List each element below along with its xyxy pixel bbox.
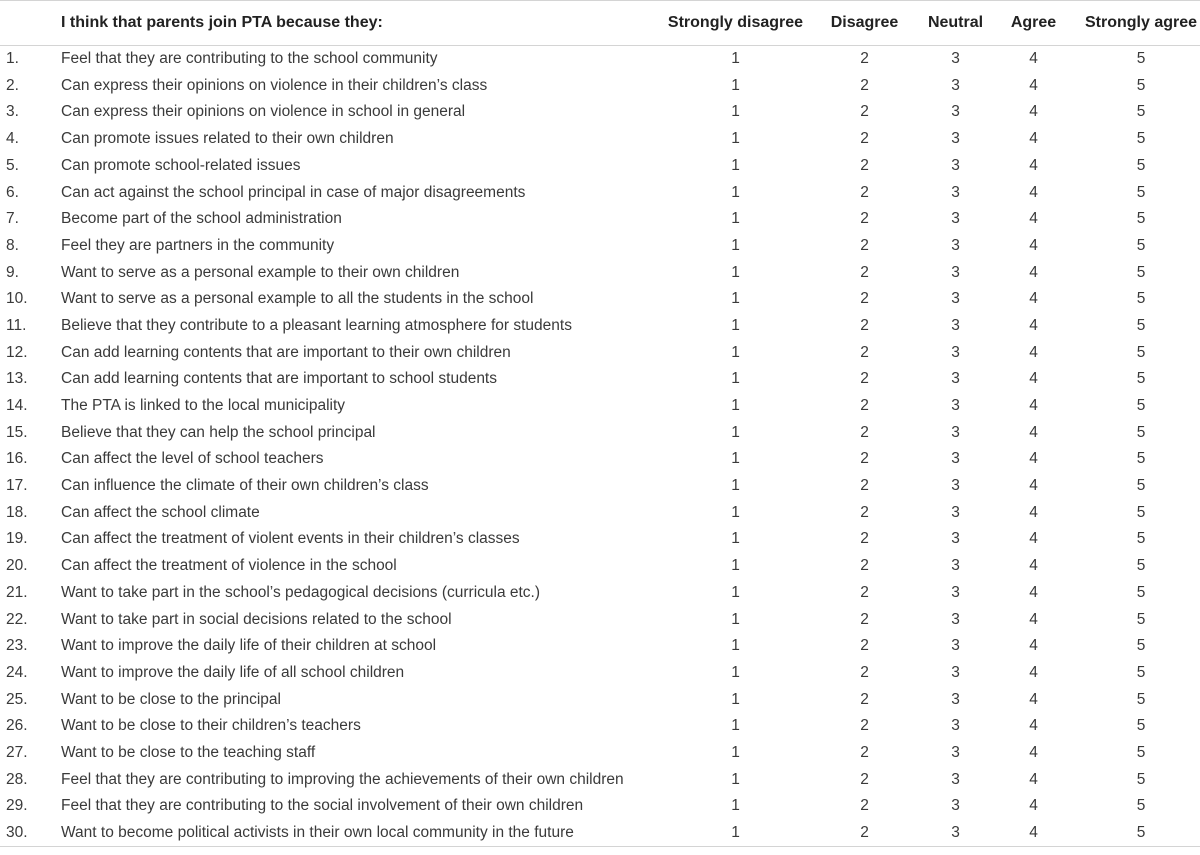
item-statement: Want to be close to the teaching staff [61,743,316,761]
rating-strongly-agree: 5 [1136,770,1146,788]
item-number: 12. [6,343,28,361]
header-neutral: Neutral [920,1,991,46]
rating-strongly-agree: 5 [1136,236,1146,254]
rating-agree: 4 [1029,610,1038,628]
rating-agree: 4 [1029,690,1038,708]
item-statement: Can promote issues related to their own children [61,130,394,148]
rating-disagree: 2 [860,583,869,601]
table-header [0,1,1200,46]
item-statement: Believe that they can help the school principal [61,423,376,441]
rating-strongly-disagree: 1 [731,103,740,121]
item-number: 26. [6,717,28,735]
rating-strongly-disagree: 1 [731,503,740,521]
rating-neutral: 3 [951,370,960,388]
rating-strongly-disagree: 1 [731,316,740,334]
header-agree: Agree [991,1,1076,46]
rating-agree: 4 [1029,156,1038,174]
table-row [0,126,1200,153]
rating-strongly-agree: 5 [1136,690,1146,708]
rating-disagree: 2 [860,290,869,308]
rating-strongly-disagree: 1 [731,477,740,495]
item-statement: Feel that they are contributing to improving the achievements of their own children [61,770,624,788]
item-number: 2. [6,76,19,94]
rating-strongly-disagree: 1 [662,819,809,846]
table-row [0,793,1200,820]
item-statement: Want to become political activists in their own local community in the future [61,819,662,846]
rating-neutral: 3 [951,450,960,468]
item-number: 7. [6,210,19,228]
table-row [0,633,1200,660]
rating-disagree: 2 [860,370,869,388]
rating-disagree: 2 [860,236,869,254]
item-statement: Can add learning contents that are important to their own children [61,343,511,361]
rating-strongly-disagree: 1 [731,370,740,388]
rating-strongly-disagree: 1 [731,397,740,415]
item-statement: Can affect the treatment of violence in the school [61,557,397,575]
rating-strongly-disagree: 1 [731,50,740,68]
table-row [0,312,1200,339]
rating-disagree: 2 [860,183,869,201]
rating-disagree: 2 [860,637,869,655]
item-statement: Feel that they are contributing to the school community [61,50,438,68]
rating-neutral: 3 [951,316,960,334]
rating-disagree: 2 [860,103,869,121]
rating-disagree: 2 [860,503,869,521]
rating-strongly-disagree: 1 [731,236,740,254]
table-row [0,366,1200,393]
rating-strongly-agree: 5 [1136,450,1146,468]
rating-strongly-disagree: 1 [731,797,740,815]
item-number: 21. [6,583,28,601]
rating-disagree: 2 [860,397,869,415]
rating-strongly-disagree: 1 [731,183,740,201]
rating-disagree: 2 [860,343,869,361]
rating-neutral: 3 [920,819,991,846]
item-number: 6. [6,183,19,201]
rating-disagree: 2 [860,76,869,94]
table-row [0,179,1200,206]
table-row [0,526,1200,553]
header-number [0,1,61,46]
rating-agree: 4 [1029,717,1038,735]
table-row [0,499,1200,526]
rating-neutral: 3 [951,797,960,815]
header-row [0,1,1200,46]
rating-disagree: 2 [860,316,869,334]
item-number: 19. [6,530,28,548]
rating-strongly-disagree: 1 [731,770,740,788]
rating-strongly-agree: 5 [1136,743,1146,761]
item-number: 20. [6,557,28,575]
table-row [0,232,1200,259]
rating-strongly-agree: 5 [1136,797,1146,815]
rating-disagree: 2 [860,610,869,628]
rating-strongly-agree: 5 [1136,210,1146,228]
rating-strongly-agree: 5 [1136,76,1146,94]
rating-strongly-agree: 5 [1136,557,1146,575]
rating-neutral: 3 [951,423,960,441]
rating-disagree: 2 [860,530,869,548]
rating-neutral: 3 [951,290,960,308]
header-strongly-disagree: Strongly disagree [662,1,809,46]
rating-agree: 4 [1029,50,1038,68]
item-statement: Can add learning contents that are important to school students [61,370,497,388]
rating-neutral: 3 [951,610,960,628]
rating-strongly-disagree: 1 [731,663,740,681]
rating-strongly-agree: 5 [1136,397,1146,415]
rating-neutral: 3 [951,156,960,174]
item-number: 11. [6,316,27,334]
table-row [0,392,1200,419]
rating-strongly-agree: 5 [1136,290,1146,308]
rating-agree: 4 [1029,103,1038,121]
rating-strongly-disagree: 1 [731,76,740,94]
rating-strongly-agree: 5 [1136,370,1146,388]
rating-strongly-disagree: 1 [731,290,740,308]
rating-neutral: 3 [951,103,960,121]
rating-strongly-agree: 5 [1136,583,1146,601]
item-statement: Can act against the school principal in case of major disagreements [61,183,526,201]
rating-strongly-agree: 5 [1136,423,1146,441]
rating-neutral: 3 [951,637,960,655]
rating-neutral: 3 [951,530,960,548]
rating-disagree: 2 [860,717,869,735]
rating-strongly-agree: 5 [1136,130,1146,148]
item-number: 27. [6,743,28,761]
rating-neutral: 3 [951,50,960,68]
rating-strongly-agree: 5 [1136,477,1146,495]
rating-agree: 4 [1029,663,1038,681]
table-row [0,99,1200,126]
rating-agree: 4 [1029,637,1038,655]
table-row [0,259,1200,286]
item-number: 16. [6,450,28,468]
rating-neutral: 3 [951,76,960,94]
rating-disagree: 2 [860,557,869,575]
item-statement: Want to serve as a personal example to all the students in the school [61,290,534,308]
rating-disagree: 2 [809,819,920,846]
item-statement: Feel they are partners in the community [61,236,335,254]
table-row [0,739,1200,766]
item-number: 29. [6,797,28,815]
rating-agree: 4 [1029,743,1038,761]
table-row [0,72,1200,99]
rating-disagree: 2 [860,770,869,788]
rating-agree: 4 [991,819,1076,846]
rating-strongly-disagree: 1 [731,743,740,761]
table-row [0,286,1200,313]
table-row [0,553,1200,580]
rating-strongly-agree: 5 [1136,717,1146,735]
rating-agree: 4 [1029,290,1038,308]
rating-strongly-disagree: 1 [731,610,740,628]
rating-agree: 4 [1029,530,1038,548]
header-statement: I think that parents join PTA because they: [61,1,662,46]
table-row [0,713,1200,740]
item-statement: Can influence the climate of their own children’s class [61,477,429,495]
rating-strongly-agree: 5 [1076,819,1200,846]
rating-neutral: 3 [951,557,960,575]
item-statement: Feel that they are contributing to the social involvement of their own children [61,797,584,815]
table-row [0,766,1200,793]
rating-strongly-agree: 5 [1136,610,1146,628]
rating-strongly-agree: 5 [1136,156,1146,174]
item-number: 1. [6,50,19,68]
rating-agree: 4 [1029,76,1038,94]
table-row [0,46,1200,73]
rating-neutral: 3 [951,690,960,708]
rating-disagree: 2 [860,663,869,681]
item-statement: Want to take part in social decisions related to the school [61,610,452,628]
rating-agree: 4 [1029,423,1038,441]
rating-strongly-agree: 5 [1136,663,1146,681]
item-statement: Want to be close to the principal [61,690,281,708]
rating-strongly-disagree: 1 [731,690,740,708]
rating-agree: 4 [1029,557,1038,575]
rating-agree: 4 [1029,450,1038,468]
rating-agree: 4 [1029,477,1038,495]
item-number: 17. [6,477,28,495]
rating-disagree: 2 [860,690,869,708]
rating-agree: 4 [1029,130,1038,148]
rating-disagree: 2 [860,477,869,495]
rating-strongly-disagree: 1 [731,637,740,655]
item-number: 5. [6,156,19,174]
rating-neutral: 3 [951,183,960,201]
item-number: 3. [6,103,19,121]
table-row [0,473,1200,500]
item-statement: Can express their opinions on violence in their children’s class [61,76,488,94]
rating-strongly-agree: 5 [1136,50,1146,68]
item-statement: Can affect the treatment of violent events in their children’s classes [61,530,520,548]
header-strongly-agree: Strongly agree [1076,1,1200,46]
table-body [0,46,1200,847]
item-number: 8. [6,236,19,254]
item-number: 4. [6,130,19,148]
rating-strongly-disagree: 1 [731,583,740,601]
rating-strongly-disagree: 1 [731,717,740,735]
rating-strongly-agree: 5 [1136,183,1146,201]
item-number: 22. [6,610,28,628]
rating-agree: 4 [1029,343,1038,361]
item-statement: Believe that they contribute to a pleasant learning atmosphere for students [61,316,572,334]
rating-strongly-disagree: 1 [731,156,740,174]
rating-strongly-agree: 5 [1136,637,1146,655]
rating-strongly-disagree: 1 [731,210,740,228]
rating-strongly-agree: 5 [1136,316,1146,334]
table-row [0,819,1200,846]
item-number: 13. [6,370,28,388]
rating-neutral: 3 [951,583,960,601]
rating-strongly-disagree: 1 [731,263,740,281]
rating-disagree: 2 [860,130,869,148]
item-statement: Can express their opinions on violence in school in general [61,103,466,121]
rating-disagree: 2 [860,423,869,441]
rating-disagree: 2 [860,743,869,761]
item-statement: Can promote school-related issues [61,156,301,174]
rating-agree: 4 [1029,316,1038,334]
item-statement: Want to improve the daily life of all school children [61,663,405,681]
rating-agree: 4 [1029,370,1038,388]
rating-neutral: 3 [951,717,960,735]
rating-neutral: 3 [951,210,960,228]
rating-disagree: 2 [860,210,869,228]
item-statement: Want to serve as a personal example to their own children [61,263,460,281]
item-statement: Can affect the school climate [61,503,260,521]
item-statement: Want to be close to their children’s teachers [61,717,361,735]
rating-disagree: 2 [860,50,869,68]
rating-strongly-agree: 5 [1136,103,1146,121]
rating-strongly-disagree: 1 [731,343,740,361]
item-number: 23. [6,637,28,655]
item-number: 15. [6,423,28,441]
rating-agree: 4 [1029,210,1038,228]
rating-neutral: 3 [951,663,960,681]
rating-neutral: 3 [951,236,960,254]
rating-neutral: 3 [951,263,960,281]
rating-strongly-disagree: 1 [731,423,740,441]
rating-strongly-agree: 5 [1136,263,1146,281]
table-row [0,579,1200,606]
rating-agree: 4 [1029,770,1038,788]
table-row [0,339,1200,366]
item-number: 28. [6,770,28,788]
rating-neutral: 3 [951,130,960,148]
rating-strongly-agree: 5 [1136,530,1146,548]
header-disagree: Disagree [809,1,920,46]
item-number: 30. [0,819,61,846]
rating-agree: 4 [1029,797,1038,815]
table-row [0,419,1200,446]
rating-disagree: 2 [860,156,869,174]
table-row [0,206,1200,233]
rating-strongly-agree: 5 [1136,503,1146,521]
rating-neutral: 3 [951,770,960,788]
item-statement: Can affect the level of school teachers [61,450,324,468]
rating-agree: 4 [1029,583,1038,601]
table-row [0,446,1200,473]
item-statement: The PTA is linked to the local municipality [61,397,346,415]
item-number: 10. [6,290,28,308]
rating-strongly-disagree: 1 [731,530,740,548]
table-row [0,659,1200,686]
item-number: 24. [6,663,28,681]
rating-strongly-disagree: 1 [731,450,740,468]
rating-agree: 4 [1029,183,1038,201]
rating-disagree: 2 [860,263,869,281]
table-row [0,686,1200,713]
rating-agree: 4 [1029,263,1038,281]
item-statement: Become part of the school administration [61,210,342,228]
item-statement: Want to take part in the school’s pedagogical decisions (curricula etc.) [61,583,541,601]
item-number: 25. [6,690,28,708]
rating-strongly-disagree: 1 [731,130,740,148]
item-number: 14. [6,397,28,415]
item-number: 18. [6,503,28,521]
rating-neutral: 3 [951,397,960,415]
table-row [0,606,1200,633]
rating-disagree: 2 [860,797,869,815]
rating-neutral: 3 [951,503,960,521]
rating-agree: 4 [1029,397,1038,415]
rating-neutral: 3 [951,477,960,495]
rating-neutral: 3 [951,743,960,761]
rating-agree: 4 [1029,236,1038,254]
rating-agree: 4 [1029,503,1038,521]
rating-strongly-agree: 5 [1136,343,1146,361]
rating-neutral: 3 [951,343,960,361]
item-number: 9. [6,263,19,281]
table-row [0,152,1200,179]
rating-strongly-disagree: 1 [731,557,740,575]
item-statement: Want to improve the daily life of their children at school [61,637,437,655]
rating-disagree: 2 [860,450,869,468]
